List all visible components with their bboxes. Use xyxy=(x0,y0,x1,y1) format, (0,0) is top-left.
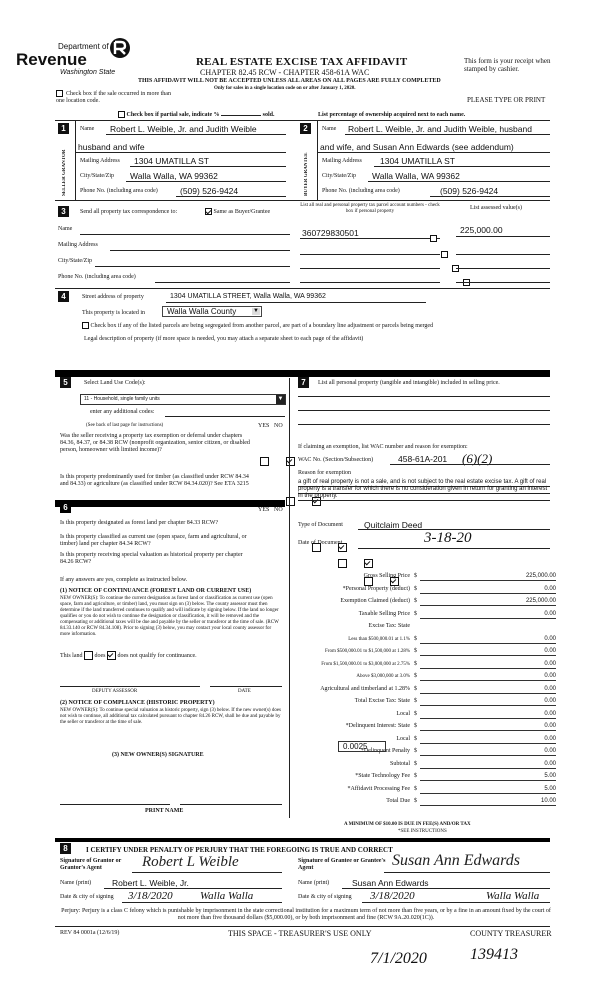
partial-sale-label: Check box if partial sale, indicate % xyxy=(126,111,220,118)
tax-row-value[interactable]: 5.00 xyxy=(420,786,556,794)
s8-grantee-name-label: Name (print) xyxy=(298,880,330,886)
s1-phone[interactable]: (509) 526-9424 xyxy=(180,186,239,196)
tax-row-dollar: $ xyxy=(414,786,417,792)
stamp-number: 139413 xyxy=(470,946,518,963)
seller-grantor-label: SELLER GRANTOR xyxy=(62,149,67,197)
tax-row-value[interactable]: 0.00 xyxy=(420,761,556,769)
s6-print-name: PRINT NAME xyxy=(145,808,184,814)
footer-form-no: REV 84 0001a (12/6/19) xyxy=(60,930,120,936)
tax-row-label: *Delinquent Penalty xyxy=(360,748,410,754)
tax-row-label: Gross Selling Price xyxy=(363,573,410,579)
tax-row-value[interactable]: 5.00 xyxy=(420,773,556,781)
s1-name[interactable]: Robert L. Weible, Jr. and Judith Weible xyxy=(110,124,257,134)
form-chapter: CHAPTER 82.45 RCW - CHAPTER 458-61A WAC xyxy=(200,68,370,77)
tax-row-dollar: $ xyxy=(414,573,417,579)
s5-q1-yes-checkbox[interactable] xyxy=(260,457,269,466)
s5-land-use-label: Select Land Use Code(s): xyxy=(84,380,146,386)
s4-segregated-row xyxy=(82,322,433,330)
s6-q2-no-checkbox[interactable] xyxy=(364,559,373,568)
s7-wac-label: WAC No. (Section/Subsection) xyxy=(298,457,374,463)
tax-row-dollar: $ xyxy=(414,611,417,617)
s8-grantor-city[interactable]: Walla Walla xyxy=(200,890,254,902)
s3-mailing-label: Mailing Address xyxy=(58,242,98,248)
s6-deputy: DEPUTY ASSESSOR xyxy=(92,689,138,694)
s6-q3: Is this property receiving special valuation as historical property per chapter 84.26 RCW? xyxy=(60,552,243,565)
s7-doc-type[interactable]: Quitclaim Deed xyxy=(364,520,423,530)
tax-row-dollar: $ xyxy=(414,586,417,592)
s1-city-label: City/State/Zip xyxy=(80,173,114,179)
tax-minimum: A MINIMUM OF $10.00 IS DUE IN FEE(S) AND/OR TAX xyxy=(344,822,471,827)
tax-row-label: Agricultural and timberland at 1.28% xyxy=(320,686,410,692)
s3-name-label: Name xyxy=(58,226,73,232)
tax-row-dollar: $ xyxy=(414,686,417,692)
section-4-number: 4 xyxy=(58,291,69,302)
s8-certify: I CERTIFY UNDER PENALTY OF PERJURY THAT THE FOREGOING IS TRUE AND CORRECT xyxy=(86,846,393,854)
land-does-checkbox[interactable] xyxy=(84,651,93,660)
dept-state: Washington State xyxy=(60,69,116,76)
tax-row-label: *Affidavit Processing Fee xyxy=(347,786,410,792)
tax-row-label: Above $3,000,000 at 3.0% xyxy=(356,674,410,679)
tax-row-value[interactable]: 0.00 xyxy=(420,736,556,744)
s8-perjury: Perjury: Perjury is a class C felony which is punishable by imprisonment in the state correctional institution for a maximum term of not more than five years, or by a fine in an amount fixed by the court of not more than five thousand dollars ($5,000.00), or by both imprisonment and fine (RCW 9A.20.020(1C)). xyxy=(61,908,551,921)
s6-not-qualify: does not qualify for continuance. xyxy=(117,652,197,659)
s6-notice2-title: (2) NOTICE OF COMPLIANCE (HISTORIC PROPERTY) xyxy=(60,700,215,706)
s5-q1-no-checkbox[interactable] xyxy=(286,457,295,466)
s7-reason[interactable]: a gift of real property is not a sale, and is not subject to the real estate excise tax. A gift of real property is a transfer for which there is no consideration given in return for granting an interest in the property. xyxy=(298,479,548,499)
s7-doc-type-label: Type of Document xyxy=(298,522,343,528)
s8-grantee-name[interactable]: Susan Ann Edwards xyxy=(352,878,429,888)
tax-row-dollar: $ xyxy=(414,661,417,667)
tax-row-dollar: $ xyxy=(414,736,417,742)
s1-mailing[interactable]: 1304 UMATILLA ST xyxy=(134,156,209,166)
s6-does: does xyxy=(94,652,106,659)
s3-send-label: Send all property tax correspondence to: xyxy=(80,209,178,215)
tax-row-dollar: $ xyxy=(414,636,417,642)
s5-q2: Is this property predominantly used for timber (as classified under RCW 84.34 and 84.33) or agriculture (as classified under RCW 84.34.020)? See ETA 3215 xyxy=(60,474,249,487)
tax-row-value[interactable]: 0.00 xyxy=(420,723,556,731)
s1-city[interactable]: Walla Walla, WA 99362 xyxy=(130,171,218,181)
tax-row-value[interactable]: 0.00 xyxy=(420,748,556,756)
tax-row-dollar: $ xyxy=(414,698,417,704)
s6-date: DATE xyxy=(238,689,251,694)
s6-yes: YES xyxy=(258,507,270,513)
s2-city[interactable]: Walla Walla, WA 99362 xyxy=(372,171,460,181)
s2-mailing-label: Mailing Address xyxy=(322,158,362,164)
s1-name-label: Name xyxy=(80,126,95,132)
s6-notice1-title: (1) NOTICE OF CONTINUANCE (FOREST LAND OR CURRENT USE) xyxy=(60,588,252,594)
s4-legal: Legal description of property (if more space is needed, you may attach a separate sheet to each page of the affidavit) xyxy=(84,336,364,342)
tax-row-value[interactable]: 225,000.00 xyxy=(420,573,556,581)
tax-row-dollar: $ xyxy=(414,723,417,729)
s8-grantor-name-label: Name (print) xyxy=(60,880,92,886)
form-only-for: Only for sales in a single location code on or after January 1, 2020. xyxy=(214,86,356,91)
tax-row-label: *Personal Property (deduct) xyxy=(342,586,410,592)
personal-property-checkbox[interactable] xyxy=(441,251,448,258)
stamp-date: 7/1/2020 xyxy=(370,950,427,967)
partial-sale-sold: sold. xyxy=(262,111,275,118)
tax-row-label: Excise Tax: State xyxy=(368,623,410,629)
dept-top: Department of xyxy=(58,42,109,51)
tax-row-value[interactable]: 0.00 xyxy=(420,686,556,694)
land-does-not-checkbox[interactable] xyxy=(107,651,116,660)
s6-q2: Is this property classified as current use (open space, farm and agricultural, or timber) land per chapter 84.34 RCW? xyxy=(60,534,247,547)
tax-row-label: Less than $500,000.01 at 1.1% xyxy=(348,637,410,642)
s2-mailing[interactable]: 1304 UMATILLA ST xyxy=(380,156,455,166)
tax-row-label: Total Excise Tax: State xyxy=(354,698,410,704)
s5-yes: YES xyxy=(258,423,270,429)
dept-main: Revenue xyxy=(16,50,87,69)
personal-property-checkbox[interactable] xyxy=(430,235,437,242)
s2-name-label: Name xyxy=(322,126,337,132)
tax-row-value[interactable]: 0.00 xyxy=(420,698,556,706)
s4-located-label: This property is located in xyxy=(82,310,145,316)
tax-row-label: Exemption Claimed (deduct) xyxy=(340,598,410,604)
s6-q1: Is this property designated as forest land per chapter 84.33 RCW? xyxy=(60,520,219,526)
s7-wac[interactable]: 458-61A-201 xyxy=(398,454,448,464)
s4-street-label: Street address of property xyxy=(82,294,144,300)
s1-mailing-label: Mailing Address xyxy=(80,158,120,164)
s7-title: List all personal property (tangible and intangible) included in selling price. xyxy=(318,380,500,386)
tax-row-label: *State Technology Fee xyxy=(355,773,410,779)
grantor-signature[interactable]: Robert L Weible xyxy=(142,854,239,870)
ownership-pct-note: List percentage of ownership acquired next to each name. xyxy=(318,112,466,118)
s8-grantor-date-label: Date & city of signing xyxy=(60,894,114,900)
section-3-number: 3 xyxy=(58,206,69,217)
tax-row-label: *Delinquent Interest: State xyxy=(345,723,410,729)
section-8-number: 8 xyxy=(60,843,71,854)
s8-grantor-date[interactable]: 3/18/2020 xyxy=(128,890,173,902)
tax-row-value[interactable]: 225,000.00 xyxy=(420,598,556,606)
local-rate: 0.0025 xyxy=(343,742,368,751)
s8-grantee-city[interactable]: Walla Walla xyxy=(486,890,540,902)
s5-see-back: (See back of last page for instructions) xyxy=(86,423,164,428)
partial-sale-checkbox[interactable] xyxy=(118,111,125,118)
s6-no: NO xyxy=(274,507,283,513)
tax-row-dollar: $ xyxy=(414,598,417,604)
local-rate-box[interactable] xyxy=(338,741,386,752)
s3-city-label: City/State/Zip xyxy=(58,258,92,264)
tax-row-value[interactable]: 0.00 xyxy=(420,636,556,644)
s7-exemption-label: If claiming an exemption, list WAC number and reason for exemption: xyxy=(298,444,468,450)
s3-phone-label: Phone No. (including area code) xyxy=(58,274,136,280)
s4-located: Walla Walla County xyxy=(167,307,237,316)
tax-row-value[interactable]: 0.00 xyxy=(420,661,556,669)
tax-see-instructions: *SEE INSTRUCTIONS xyxy=(398,829,447,834)
tax-row-value[interactable]: 0.00 xyxy=(420,711,556,719)
s8-sig-grantor-label: Signature of Grantor or Grantor's Agent xyxy=(60,858,122,871)
s5-q1: Was the seller receiving a property tax exemption or deferral under chapters 84.36, 84.37, or 84.38 RCW (nonprofit organization, senior citizen, or disabled person, homeowner with limited income)? xyxy=(60,433,250,453)
logo xyxy=(14,32,132,80)
tax-row-label: Total Due xyxy=(386,798,410,804)
tax-row-label: Local xyxy=(396,736,410,742)
s3-same-row xyxy=(205,208,270,216)
revenue-logo-icon xyxy=(108,36,132,60)
multi-location-label: Check box if the sale occurred in more than one location code. xyxy=(56,90,171,104)
segregated-checkbox[interactable] xyxy=(82,322,89,329)
footer-treasurer-use: THIS SPACE - TREASURER'S USE ONLY xyxy=(228,929,372,938)
parcel-rows xyxy=(0,0,600,18)
tax-row-dollar: $ xyxy=(414,748,417,754)
s6-if-yes: If any answers are yes, complete as instructed below. xyxy=(60,577,188,583)
s7-doc-date[interactable]: 3-18-20 xyxy=(424,530,472,546)
s7-wac-hand: (6)(2) xyxy=(462,451,493,466)
buyer-grantee-label: BUYER GRANTEE xyxy=(304,152,309,196)
footer-county-treasurer: COUNTY TREASURER xyxy=(470,929,552,938)
tax-row-value[interactable]: 0.00 xyxy=(420,648,556,656)
tax-row-value[interactable]: 0.00 xyxy=(420,611,556,619)
tax-row-dollar: $ xyxy=(414,711,417,717)
s5-land-use: 11 - Household, single family units xyxy=(84,396,160,402)
s6-land-row xyxy=(60,651,197,660)
section-2-number: 2 xyxy=(300,123,311,134)
tax-row-label: Taxable Selling Price xyxy=(358,611,410,617)
s7-reason-label: Reason for exemption xyxy=(298,470,351,476)
form-warning: THIS AFFIDAVIT WILL NOT BE ACCEPTED UNLESS ALL AREAS ON ALL PAGES ARE FULLY COMPLETED xyxy=(138,78,441,84)
land-use-select[interactable] xyxy=(80,394,286,405)
s8-grantor-name[interactable]: Robert L. Weible, Jr. xyxy=(112,878,189,888)
multi-location-row xyxy=(56,90,176,105)
section-6-number: 6 xyxy=(60,502,71,513)
s2-name[interactable]: Robert L. Weible, Jr. and Judith Weible, husband xyxy=(348,124,532,134)
s3-same-label: Same as Buyer/Grantee xyxy=(213,208,271,215)
s5-additional: enter any additional codes: xyxy=(90,409,155,415)
s3-assessed[interactable]: 225,000.00 xyxy=(460,225,503,235)
tax-row-label: Subtotal xyxy=(389,761,410,767)
section-7-number: 7 xyxy=(298,377,309,388)
s4-street[interactable]: 1304 UMATILLA STREET, Walla Walla, WA 99362 xyxy=(170,293,326,300)
tax-row-label: From $1,500,000.01 to $3,000,000 at 2.75% xyxy=(321,662,410,667)
tax-row-dollar: $ xyxy=(414,648,417,654)
chevron-down-icon: ▼ xyxy=(253,308,259,314)
section-5-number: 5 xyxy=(60,377,71,388)
chevron-down-icon: ▼ xyxy=(277,396,284,402)
county-select[interactable] xyxy=(162,306,262,317)
s6-this-land: This land xyxy=(60,652,83,659)
tax-row-label: Local xyxy=(396,711,410,717)
s6-notice1-body: NEW OWNER(S): To continue the current designation as forest land or classification as current use (open space, farm and agriculture, or timber) land, you must sign on (3) below. The county assessor must then determine if the land transferred continues to qualify and will indicate by signing below. If the land no longer qualifies or you do not wish to continue the designation or classification, it will be removed and the compensating or additional taxes will be due and payable by the seller or transferor at the time of sale. (RCW 84.33.140 or RCW 84.34.108). Prior to signing (3) below, you may contact your local county assessor for more information. xyxy=(60,596,279,637)
tax-row-dollar: $ xyxy=(414,773,417,779)
receipt-note: This form is your receipt when stamped by cashier. xyxy=(464,57,551,73)
tax-row-value[interactable]: 0.00 xyxy=(420,586,556,594)
s2-phone[interactable]: (509) 526-9424 xyxy=(440,186,499,196)
s2-name-cont[interactable]: and wife, and Susan Ann Edwards (see addendum) xyxy=(320,142,514,152)
form-title: REAL ESTATE EXCISE TAX AFFIDAVIT xyxy=(196,56,408,68)
s4-segregated: Check box if any of the listed parcels are being segregated from another parcel, are part of a boundary line adjustment or parcels being merged xyxy=(90,322,434,329)
s6-new-owner-sig: (3) NEW OWNER(S) SIGNATURE xyxy=(112,752,204,758)
s7-doc-date-label: Date of Document xyxy=(298,540,343,546)
s6-q2-yes-checkbox[interactable] xyxy=(338,559,347,568)
tax-row-label: From $500,000.01 to $1,500,000 at 1.28% xyxy=(325,649,410,654)
section-1-number: 1 xyxy=(58,123,69,134)
tax-row-dollar: $ xyxy=(414,673,417,679)
print-note: PLEASE TYPE OR PRINT xyxy=(467,96,546,104)
same-as-buyer-checkbox[interactable] xyxy=(205,208,212,215)
s5-no: NO xyxy=(274,423,283,429)
s8-grantee-date-label: Date & city of signing xyxy=(298,894,352,900)
tax-row-dollar: $ xyxy=(414,761,417,767)
grantee-signature[interactable]: Susan Ann Edwards xyxy=(392,852,521,869)
s2-phone-label: Phone No. (including area code) xyxy=(322,188,400,194)
s1-name-cont[interactable]: husband and wife xyxy=(78,142,145,152)
s8-grantee-date[interactable]: 3/18/2020 xyxy=(370,890,415,902)
tax-row-value[interactable]: 10.00 xyxy=(420,798,556,806)
tax-row-dollar: $ xyxy=(414,798,417,804)
s5-q2-yes-checkbox[interactable] xyxy=(286,497,295,506)
s3-parcel[interactable]: 360729830501 xyxy=(302,228,359,238)
partial-sale-row xyxy=(118,111,275,119)
s6-notice2-body: NEW OWNER(S): To continue special valuation as historic property, sign (3) below. If the new owner(s) does not wish to continue, all additional tax calculated pursuant to chapter 84.26 RCW, shall be due and payable by the seller or transferor at the time of sale. xyxy=(60,708,281,725)
s2-city-label: City/State/Zip xyxy=(322,173,356,179)
tax-row-value[interactable]: 0.00 xyxy=(420,673,556,681)
s8-sig-grantee-label: Signature of Grantee or Grantee's Agent xyxy=(298,858,386,871)
multi-location-checkbox[interactable] xyxy=(56,90,63,97)
s3-parcel-header: List all real and personal property tax parcel account numbers - check box if personal property xyxy=(300,203,440,214)
s1-phone-label: Phone No. (including area code) xyxy=(80,188,158,194)
s3-assessed-header: List assessed value(s) xyxy=(470,205,522,211)
